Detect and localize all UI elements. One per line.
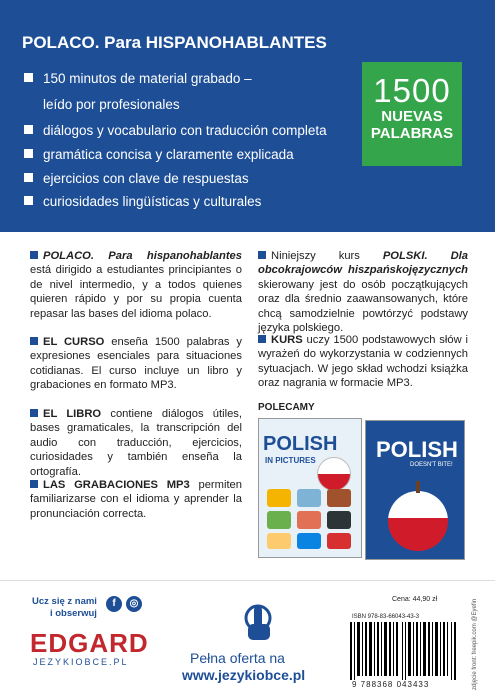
instagram-icon[interactable]: ◎	[126, 596, 142, 612]
flag-globe-icon	[317, 457, 351, 491]
left-paragraph-1: POLACO. Para hispanohablantes está dirigido a estudiantes principiantes o de nivel intermedio, y a todos quienes quieren rápido y por su propia cuenta repasar las bases del idioma polaco.	[30, 250, 242, 320]
left-paragraph-4: LAS GRABACIONES MP3 permiten familiarizarse con el idioma y aprender la pronunciación correcta.	[30, 479, 242, 520]
bullet-square-icon	[30, 251, 38, 259]
photo-credit: zdjęcie front: freepik.com @Eyefin	[472, 598, 478, 690]
feature-item: curiosidades lingüísticas y culturales	[24, 193, 261, 211]
bullet-square-icon	[258, 335, 266, 343]
bullet-square-icon	[30, 337, 38, 345]
bullet-square-icon	[24, 173, 33, 182]
apple-stem	[416, 481, 420, 493]
bullet-square-icon	[30, 409, 38, 417]
footer-divider	[0, 580, 495, 581]
facebook-icon[interactable]: f	[106, 596, 122, 612]
book2-title: POLISH	[376, 437, 458, 462]
social-text: Ucz się z nami i obserwuj	[32, 596, 97, 619]
pointing-hand-icon	[230, 598, 286, 642]
website-link[interactable]: www.jezykiobce.pl	[182, 667, 306, 683]
illustration-grid	[267, 489, 355, 551]
feature-item: ejercicios con clave de respuestas	[24, 170, 249, 188]
barcode-number: 9 788368 043433	[352, 680, 430, 689]
left-paragraph-2: EL CURSO enseña 1500 palabras y expresiones esenciales para situaciones cotidianas. El curso incluye un libro y grabaciones en formato MP3.	[30, 336, 242, 392]
barcode-icon	[350, 622, 458, 680]
price-label: Cena: 44,90 zł	[392, 596, 438, 603]
recommend-label: POLECAMY	[258, 402, 315, 413]
badge-number: 1500	[373, 72, 451, 109]
offer-text: Pełna oferta na	[190, 650, 285, 666]
page-title: POLACO. Para HISPANOHABLANTES	[22, 33, 327, 52]
feature-item: diálogos y vocabulario con traducción completa	[24, 122, 327, 140]
badge-line2: PALABRAS	[370, 125, 454, 142]
bullet-square-icon	[24, 196, 33, 205]
feature-item-continued: leído por profesionales	[43, 97, 180, 112]
edgard-logo: EDGARD	[30, 628, 149, 658]
book1-title: POLISH	[263, 433, 338, 455]
apple-icon	[388, 491, 448, 551]
bullet-square-icon	[258, 251, 266, 259]
badge-line1: NUEVAS	[381, 108, 443, 125]
book-cover-polish-doesnt-bite	[365, 420, 465, 560]
book-cover-polish-in-pictures	[258, 418, 362, 558]
book1-subtitle: IN PICTURES	[265, 456, 316, 465]
bullet-square-icon	[24, 125, 33, 134]
right-paragraph-1: Niniejszy kurs POLSKI. Dla obcokrajowców hiszpańskojęzycznych skierowany jest do osób początkujących oraz dla średnio zaawansowanych, które chcą samodzielnie powtórzyć podstawy języka polskiego.	[258, 250, 468, 335]
right-paragraph-2: KURS uczy 1500 podstawowych słów i wyrażeń do wykorzystania w codziennych sytuacjach. W jego skład wchodzi książka oraz nagrania w formacie MP3.	[258, 334, 468, 390]
feature-item: gramática concisa y claramente explicada	[24, 146, 294, 164]
edgard-subtitle: JEZYKIOBCE.PL	[33, 657, 129, 667]
words-badge	[362, 62, 462, 166]
left-paragraph-3: EL LIBRO contiene diálogos útiles, bases gramaticales, la transcripción del audio con traducción, ejercicios, curiosidades y también enseña la ortografía.	[30, 408, 242, 478]
bullet-square-icon	[24, 149, 33, 158]
bullet-square-icon	[24, 73, 33, 82]
book2-subtitle: DOESN'T BITE!	[410, 462, 453, 468]
isbn-label: ISBN 978-83-66043-43-3	[352, 614, 420, 620]
feature-item: 150 minutos de material grabado –	[24, 70, 252, 88]
bullet-square-icon	[30, 480, 38, 488]
